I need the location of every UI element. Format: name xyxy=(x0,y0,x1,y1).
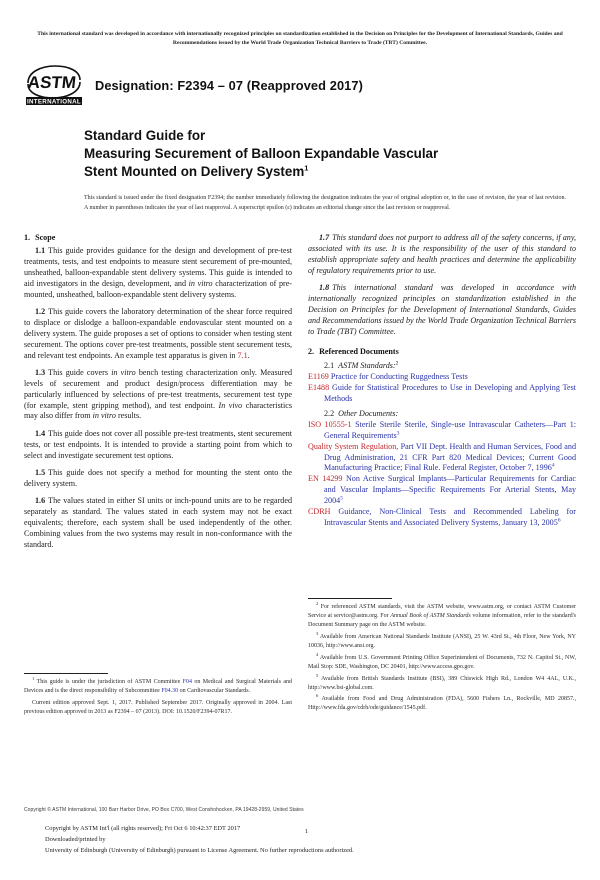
paragraph-1-4-text: This guide does not cover all possible pre-test treatments, stent securement tests, or test endpoints. It is intended to provide a starting point from which to select and investigate securement test options. xyxy=(24,428,292,460)
paragraph-1-8-text: This international standard was developed in accordance with internationally recognized principles on standardization established in the Decision on Principles for the Development of International Standards, Guides and Recommendations issued by the World Trade Organization Technical Barriers to Trade (TBT) Committee. xyxy=(308,283,576,336)
reference-footnote-marker-6: 6 xyxy=(557,517,561,524)
document-page xyxy=(0,30,600,880)
scope-heading-text: Scope xyxy=(35,233,56,243)
footnote-5-text: Available from British Standards Institute (BSI), 389 Chiswick High Rd., London W4 4AL, U.K., http://www.bsi-global.com. xyxy=(308,675,576,691)
paragraph-1-8-label: 1.8 xyxy=(319,283,330,293)
license-line-2: Downloaded/printed by xyxy=(45,836,106,844)
reference-code-e1169[interactable]: E1169 xyxy=(308,371,329,381)
footnote-2-italic: Annual Book of ASTM Standards xyxy=(390,613,471,620)
paragraph-1-3-text: This guide covers in vitro bench testing characterization only. Measured levels of securement and product design/process differentiation may be particularly influenced by selections of pre-test treatments, securement test type (for example, stent gripping method), and test endpoint. In vivo characteristics may also differ from in vitro results. xyxy=(24,367,292,421)
subsection-2-1 xyxy=(308,360,576,371)
reference-text-en-14299: Non Active Surgical Implants—Particular Requirements for Cardiac and Vascular Implants—Specific Requirements For Arterial Stents, May 2004 xyxy=(324,474,576,506)
subsection-2-1-number: 2.1 xyxy=(324,360,335,370)
footnote-2-marker: 2 xyxy=(316,601,319,607)
reference-text-e1488: Guide for Statistical Procedures to Use in Developing and Applying Test Methods xyxy=(324,382,576,403)
paragraph-1-2-label: 1.2 xyxy=(35,307,46,317)
body-columns xyxy=(24,233,577,716)
subsection-2-2-number: 2.2 xyxy=(324,408,335,418)
paragraph-1-1-text: This guide provides guidance for the design and development of pre-test treatments, tests, and test endpoints to measure stent securement of pre-mounted, unsheathed, balloon-expandable stent delivery systems. This guide is intended to aid investigators in the design, development, and in vitro characterization of pre-mounted, unsheathed, balloon-expandable stent delivery systems. xyxy=(24,246,292,299)
footnote-1-text-after: on Cardiovascular Standards. xyxy=(178,688,251,695)
title-footnote-marker: 1 xyxy=(304,163,309,173)
paragraph-1-8 xyxy=(308,283,576,337)
reference-code-iso-10555-1[interactable]: ISO 10555-1 xyxy=(308,419,352,429)
reference-code-quality-system-regulation[interactable]: Quality System Regulation, xyxy=(308,441,399,451)
reference-entry-iso-10555-1[interactable] xyxy=(308,420,576,442)
svg-text:ASTM: ASTM xyxy=(26,73,78,93)
footnote-4-marker: 4 xyxy=(316,651,319,657)
paragraph-1-7-label: 1.7 xyxy=(319,233,330,243)
footnote-3-marker: 3 xyxy=(316,631,319,637)
footnote-divider-right xyxy=(308,598,392,599)
xref-7-1[interactable]: 7.1 xyxy=(237,350,248,360)
astm-logo xyxy=(24,63,84,107)
issue-statement: This standard is issued under the fixed designation F2394; the number immediately following the designation indicates the year of original adoption or, in the case of revision, the year of last revision. A number in parentheses indicates the year of last reapproval. A superscript epsilon (ε) indicates an editorial change since the last revision or reapproval. xyxy=(84,194,566,211)
reference-entry-en-14299[interactable] xyxy=(308,474,576,507)
tbt-committee-note: This international standard was developed in accordance with internationally recognized principles on standardization established in the Decision on Principles for the Development of International Standards, Guides and Recommendations issued by the World Trade Organization Technical Barriers to Trade (TBT) Committee. xyxy=(37,31,563,46)
footnote-4 xyxy=(308,651,576,672)
reference-code-cdrh[interactable]: CDRH xyxy=(308,506,331,516)
paragraph-1-7-text: This standard does not purport to address all of the safety concerns, if any, associated with its use. It is the responsibility of the user of this standard to establish appropriate safety and health practices and determine the applicability of regulatory requirements prior to use. xyxy=(308,233,576,275)
footnote-divider xyxy=(24,673,108,674)
subsection-2-2-label: Other Documents: xyxy=(338,408,399,418)
copyright-line: Copyright © ASTM International, 100 Barr Harbor Drive, PO Box C700, West Conshohocken, PA 19428-2959, United States xyxy=(24,807,304,813)
paragraph-1-1 xyxy=(24,246,292,300)
left-column xyxy=(24,233,292,716)
footnote-6-text: Available from Food and Drug Administration (FDA), 5600 Fishers Ln., Rockville, MD 20857., Http://www.fda.gov/cdrh/ode/guidance/1545.pdf. xyxy=(308,696,577,712)
footnote-4-text: Available from U.S. Government Printing Office Superintendent of Documents, 732 N. Capitol St., NW, Mail Stop: SDE, Washington, DC 20401, http://www.access.gpo.gov. xyxy=(308,654,576,670)
reference-text-iso-10555-1: Sterile Sterile Sterile, Single-use Intravascular Catheters—Part 1: General Requirements xyxy=(324,419,577,440)
footnote-5 xyxy=(308,672,576,693)
footnote-1 xyxy=(24,678,292,696)
left-footnotes xyxy=(24,673,292,719)
footnote-5-marker: 5 xyxy=(316,672,319,678)
paragraph-1-4 xyxy=(24,429,292,462)
paragraph-1-2-text: This guide covers the laboratory determination of the shear force required to displace or dislodge a balloon-expandable endovascular stent mounted on a delivery system. The guide proposes a set of options to consider when testing stent securement. The options cover pre-test treatments, possible stent securement tests, and relevant test endpoints. An example test apparatus is given in 7.1. xyxy=(24,307,292,360)
paragraph-1-6-text: The values stated in either SI units or inch-pound units are to be regarded separately as standard. The values stated in each system may not be exact equivalents; therefore, each system shall be used independently of the other. Combining values from the two systems may result in non-conformance with the standard. xyxy=(24,496,292,549)
paragraph-1-7 xyxy=(308,233,576,277)
footnote-1-link-f0430[interactable]: F04.30 xyxy=(161,688,179,695)
footnote-3-text: Available from American National Standards Institute (ANSI), 25 W. 43rd St., 4th Floor, New York, NY 10036, http://www.ansi.org. xyxy=(308,634,576,650)
license-line-3: University of Edinburgh (University of Edinburgh) pursuant to License Agreement. No further reproductions authorized. xyxy=(45,847,354,855)
document-title xyxy=(24,127,576,180)
reference-footnote-marker-4: 4 xyxy=(551,462,555,469)
title-line-3-text: Stent Mounted on Delivery System xyxy=(84,163,305,179)
reference-text-e1169: Practice for Conducting Ruggedness Tests xyxy=(330,371,468,381)
footnote-6 xyxy=(308,695,576,713)
reference-entry-cdrh[interactable] xyxy=(308,507,576,529)
refdocs-heading-number: 2. xyxy=(308,346,315,356)
footnote-current-edition: Current edition approved Sept. 1, 2017. Published September 2017. Originally approved in 2004. Last previous edition approved in 2013 as F2394 – 07 (2013). DOI: 10.1520/F2394-07R17. xyxy=(24,699,292,716)
paragraph-1-6 xyxy=(24,496,292,550)
footnote-6-marker: 6 xyxy=(316,693,319,699)
refdocs-heading-text: Referenced Documents xyxy=(319,346,399,356)
paragraph-1-5-text: This guide does not specify a method for mounting the stent onto the delivery system. xyxy=(24,467,292,488)
paragraph-1-4-label: 1.4 xyxy=(35,428,46,438)
paragraph-1-5-label: 1.5 xyxy=(35,467,46,477)
reference-footnote-marker-5: 5 xyxy=(340,495,343,502)
paragraph-1-3 xyxy=(24,368,292,422)
footnote-1-text-mid: on Medical and Surgical Materials and Devices and is the direct responsibility of Subcommittee xyxy=(24,679,292,695)
reference-text-cdrh: Guidance, Non-Clinical Tests and Recommended Labeling for Intravascular Stents and Associated Delivery Systems, January 13, 2005 xyxy=(324,506,576,527)
subsection-2-2 xyxy=(308,408,576,419)
paragraph-1-1-label: 1.1 xyxy=(35,246,46,256)
subsection-2-1-label: ASTM Standards: xyxy=(338,360,396,370)
paragraph-1-5 xyxy=(24,468,292,490)
section-heading-referenced-documents xyxy=(308,347,576,356)
page-number: 1 xyxy=(305,828,309,835)
footnote-3 xyxy=(308,633,576,651)
scope-heading-number: 1. xyxy=(24,233,31,243)
right-footnotes xyxy=(308,598,576,716)
reference-entry-quality-system-regulation[interactable] xyxy=(308,442,576,475)
reference-entry-e1169[interactable] xyxy=(308,372,576,383)
license-line-1: Copyright by ASTM Int'l (all rights reserved); Fri Oct 6 10:42:37 EDT 2017 xyxy=(45,825,241,832)
designation-text: Designation: F2394 – 07 (Reapproved 2017) xyxy=(95,77,363,93)
title-line-2: Measuring Securement of Balloon Expandable Vascular xyxy=(84,146,439,162)
paragraph-1-6-label: 1.6 xyxy=(35,496,46,506)
section-heading-scope xyxy=(24,233,292,242)
title-line-3 xyxy=(84,163,576,181)
reference-text-quality-system-regulation: Part VII Dept. Health and Human Services, Food and Drug Administration, 21 CFR Part 820 Medical Devices; Current Good Manufacturing Practice; Final Rule. Federal Register, October 7, 1996 xyxy=(324,441,576,473)
title-line-1: Standard Guide for xyxy=(84,128,206,144)
reference-entry-e1488[interactable] xyxy=(308,383,576,405)
footnote-1-marker: 1 xyxy=(32,676,35,682)
svg-text:INTERNATIONAL: INTERNATIONAL xyxy=(27,98,81,106)
reference-code-e1488[interactable]: E1488 xyxy=(308,382,330,392)
reference-code-en-14299[interactable]: EN 14299 xyxy=(308,474,343,484)
footnote-2: $^2$ For referenced ASTM standards, visit the ASTM website, www.astm.org, or contact ASTM Customer Service at service@astm.org. For Annual Book of ASTM Standards volume information, refer to the standard's Document Summary page on the ASTM website. xyxy=(308,601,576,629)
footnote-1-text-before: This guide is under the jurisdiction of ASTM Committee xyxy=(36,679,183,686)
paragraph-1-2 xyxy=(24,307,292,361)
paragraph-1-3-label: 1.3 xyxy=(35,367,46,377)
subsection-2-1-footnote-marker: 2 xyxy=(395,359,399,366)
right-column xyxy=(308,233,577,712)
designation-row xyxy=(24,63,576,107)
footnote-1-link-f04[interactable]: F04 xyxy=(182,679,192,686)
reference-footnote-marker-3: 3 xyxy=(396,430,400,437)
